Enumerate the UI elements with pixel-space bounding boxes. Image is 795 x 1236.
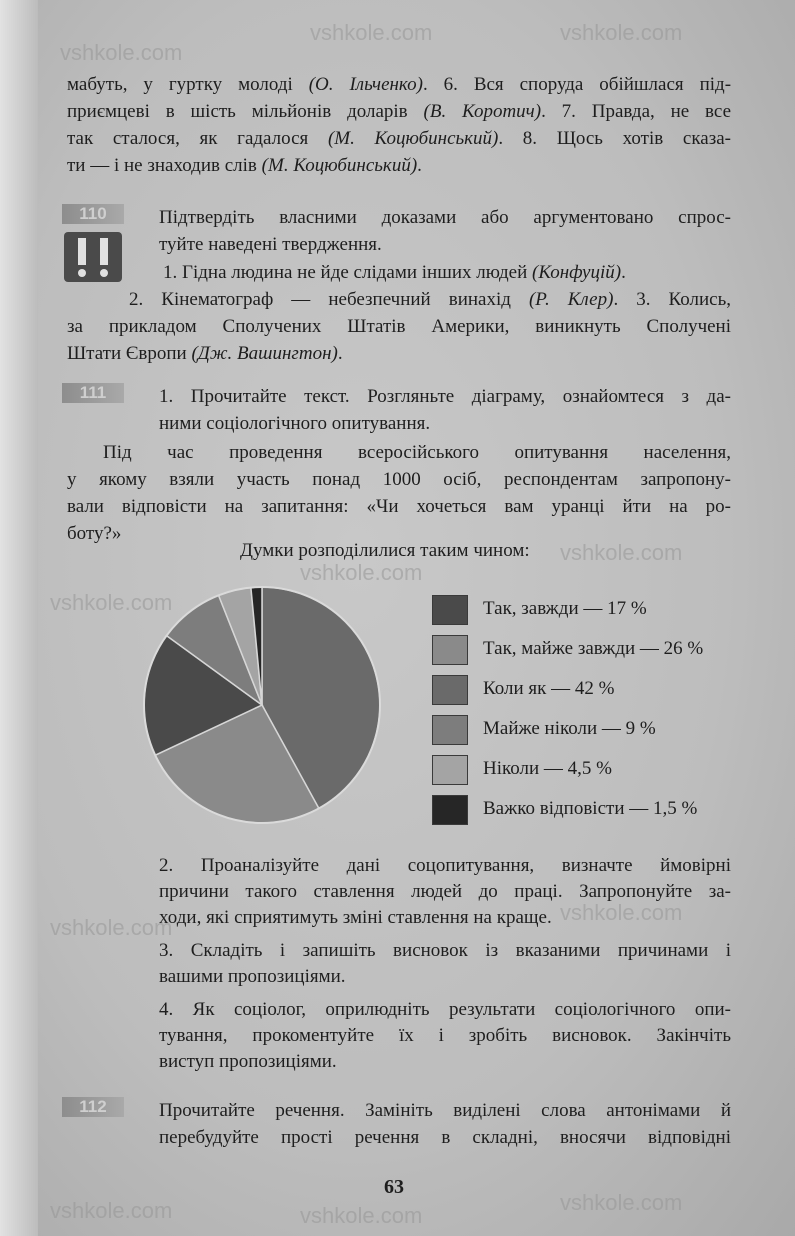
exercise-number-112: 112 (62, 1097, 124, 1117)
ex111-text-2: у якому взяли участь понад 1000 осіб, респондентам запропону- (67, 469, 731, 490)
pie-chart (132, 575, 392, 835)
watermark: vshkole.com (560, 1190, 683, 1215)
legend-swatch-6 (432, 795, 468, 825)
ex110-statement-4: Штати Європи (Дж. Вашингтон). (67, 343, 343, 364)
legend-swatch-2 (432, 635, 468, 665)
ex111-text-3: вали відповісти на запитання: «Чи хочеться вам уранці йти на ро- (67, 496, 731, 517)
legend-swatch-3 (432, 675, 468, 705)
ex111-text-4: боту?» (67, 523, 122, 544)
exercise-number-110: 110 (62, 204, 124, 224)
legend-label-5: Ніколи — 4,5 % (483, 758, 612, 779)
ex111-instruction-2: ними соціологічного опитування. (159, 413, 431, 434)
legend-swatch-1 (432, 595, 468, 625)
watermark: vshkole.com (50, 1198, 173, 1223)
watermark: vshkole.com (310, 20, 433, 45)
page-number: 63 (384, 1176, 404, 1198)
ex111-task4-3: виступ пропозиціями. (159, 1051, 337, 1072)
ex111-instruction-1: 1. Прочитайте текст. Розгляньте діаграму, ознайомтеся з да- (159, 386, 731, 407)
ex111-task4-2: тування, прокоментуйте їх і зробіть висновок. Закінчіть (159, 1025, 731, 1046)
legend-label-2: Так, майже завжди — 26 % (483, 638, 704, 659)
ex111-task2-3: ходи, які сприятимуть зміні ставлення на краще. (159, 907, 552, 928)
legend-swatch-4 (432, 715, 468, 745)
ex110-statement-1: 1. Гідна людина не йде слідами інших людей (Конфуцій). (163, 262, 626, 283)
ex110-instruction-1: Підтвердіть власними доказами або аргументовано спрос- (159, 207, 731, 228)
ex111-task2-2: причини такого ставлення людей до праці. Запропонуйте за- (159, 881, 731, 902)
intro-line-1: мабуть, у гуртку молоді (О. Ільченко). 6. Вся споруда обійшлася під- (67, 74, 732, 95)
watermark: vshkole.com (50, 915, 173, 940)
legend-label-6: Важко відповісти — 1,5 % (483, 798, 698, 819)
watermark: vshkole.com (50, 590, 173, 615)
watermark: vshkole.com (560, 20, 683, 45)
ex110-statement-3: за прикладом Сполучених Штатів Америки, виникнуть Сполучені (67, 316, 731, 337)
ex110-instruction-2: туйте наведені твердження. (159, 234, 382, 255)
chart-caption: Думки розподілилися таким чином: (240, 540, 530, 561)
ex111-task3-2: вашими пропозиціями. (159, 966, 346, 987)
ex110-statement-2: 2. Кінематограф — небезпечний винахід (Р. Клер). 3. Колись, (129, 289, 732, 310)
ex112-instruction-1: Прочитайте речення. Замініть виділені слова антонімами й (159, 1100, 731, 1121)
legend-swatch-5 (432, 755, 468, 785)
exclamation-icon (64, 232, 122, 282)
legend-label-3: Коли як — 42 % (483, 678, 615, 699)
watermark: vshkole.com (560, 540, 683, 565)
ex111-task4-1: 4. Як соціолог, оприлюдніть результати соціологічного опи- (159, 999, 731, 1020)
intro-line-2: приємцеві в шість мільйонів доларів (В. Коротич). 7. Правда, не все (67, 101, 732, 122)
intro-line-3: так сталося, як гадалося (М. Коцюбинський). 8. Щось хотів сказа- (67, 128, 731, 149)
watermark: vshkole.com (560, 900, 683, 925)
watermark: vshkole.com (300, 560, 423, 585)
ex112-instruction-2: перебудуйте прості речення в складні, вносячи відповідні (159, 1127, 731, 1148)
legend-label-1: Так, завжди — 17 % (483, 598, 647, 619)
exercise-number-111: 111 (62, 383, 124, 403)
watermark: vshkole.com (300, 1203, 423, 1228)
ex111-task2-1: 2. Проаналізуйте дані соцопитування, визначте ймовірні (159, 855, 731, 876)
book-spine (0, 0, 38, 1236)
watermark: vshkole.com (60, 40, 183, 65)
legend-label-4: Майже ніколи — 9 % (483, 718, 656, 739)
ex111-task3-1: 3. Складіть і запишіть висновок із вказаними причинами і (159, 940, 731, 961)
ex111-text-1: Під час проведення всеросійського опитування населення, (103, 442, 731, 463)
intro-line-4: ти — і не знаходив слів (М. Коцюбинський). (67, 155, 422, 176)
